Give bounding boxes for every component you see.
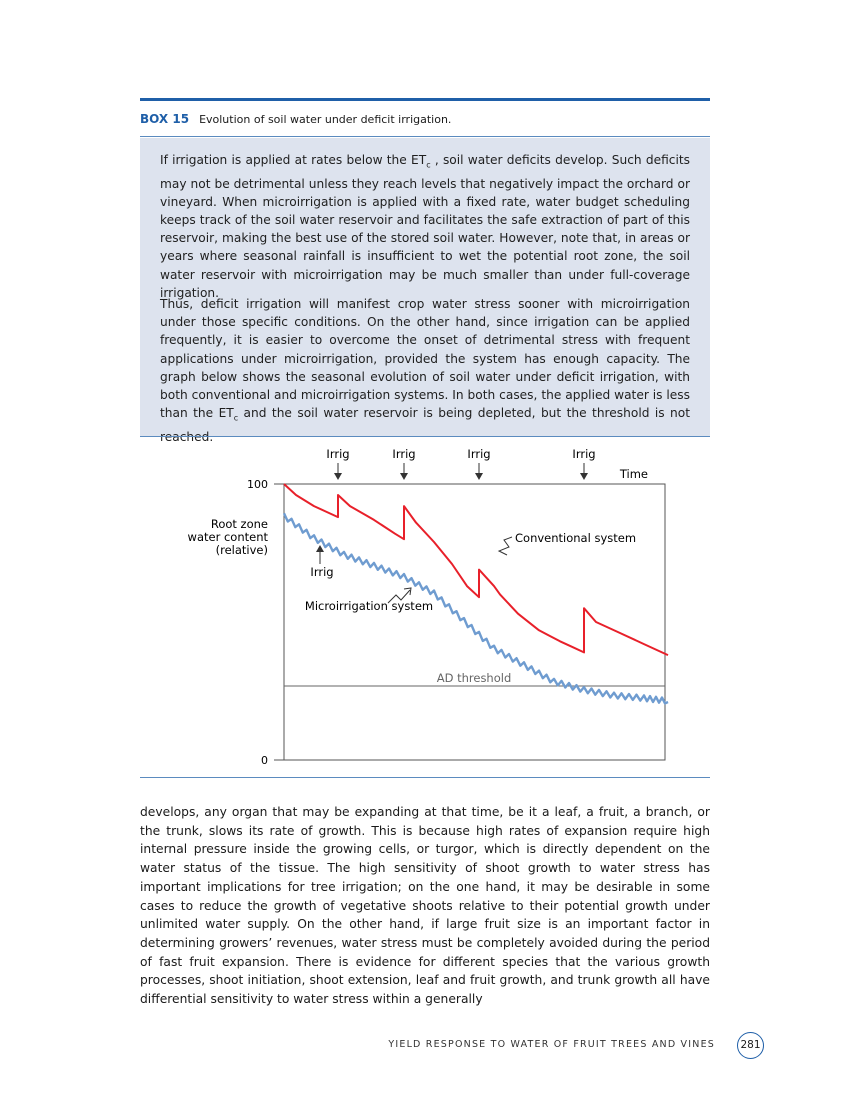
micro-pointer-arrowhead-icon [404, 588, 411, 595]
x-axis-label: Time [619, 467, 648, 481]
irrig-label: Irrig [572, 447, 596, 461]
irrig-arrowhead-icon [475, 473, 483, 480]
conventional-series-line [284, 484, 668, 655]
y-tick-label: 0 [261, 754, 268, 767]
conventional-pointer-icon [499, 537, 512, 555]
irrig-label: Irrig [326, 447, 350, 461]
irrigation-markers [326, 447, 595, 480]
box-bottom-rule [140, 777, 710, 778]
y-axis-label: water content [187, 530, 268, 544]
micro-series-label: Microirrigation system [304, 599, 434, 613]
y-axis-label: (relative) [215, 543, 268, 557]
irrig-label: Irrig [392, 447, 416, 461]
running-title: YIELD RESPONSE TO WATER OF FRUIT TREES AND VINES [388, 1039, 715, 1050]
irrig-label: Irrig [467, 447, 491, 461]
box-paragraph: Thus, deficit irrigation will manifest crop water stress sooner with microirrigation under those specific conditions. On the other hand, since irrigation can be applied frequently, it is easier to overcome the onset of detrimental stress with frequent applications under microirrigation, provided the system has enough capacity. The graph below shows the seasonal evolution of soil water under deficit irrigation, with both conventional and microirrigation systems. In both cases, the applied water is less than the $ET_c$ and the soil water reservoir is being depleted, but the threshold is not [160, 297, 690, 423]
y-axis-label: Root zone [210, 517, 268, 531]
ad-threshold-label: AD threshold [436, 671, 512, 685]
y-tick-label: 100 [247, 478, 268, 491]
conventional-series-label: Conventional system [515, 531, 637, 545]
page-number: 281 [737, 1032, 764, 1059]
box-paragraph: If irrigation is applied at rates below the $ET_c$ , soil water deficits develop. Such deficits may not be detrimental unless they reach levels that negatively impact the orchard or vineyard. When microirrigation is applied with a fixed rate, water budget scheduling keeps track of the soil water reservoir and facilitates the safe extraction of part of this reservoir, making the best use of the stored soil water. However, note that, in areas or years where seasonal rainfall is insufficient to wet the potential root zone, the soil water reservoir with microirrigation may be much smaller than under full-coverage irrigation. [160, 153, 690, 300]
irrig-arrowhead-icon [400, 473, 408, 480]
box-number: BOX 15 [140, 112, 190, 126]
irrig-arrowhead-icon [580, 473, 588, 480]
box-caption-text: Evolution of soil water under deficit irrigation. [199, 113, 452, 126]
body-paragraph: develops, any organ that may be expanding at that time, be it a leaf, a fruit, a branch, or the trunk, slows its rate of growth. This is because high rates of expansion require high internal pressure inside the growing cells, or turgor, which is directly dependent on the water status of the tissue. The high sensitivity of shoot growth to water stress has important implications for tree irrigation; on the one hand, it may be desirable in some cases to reduce the growth of vegetative shoots relative to their potential growth under unlimited water supply. On the other hand, if large fruit size is an important factor in determining growers’ revenues, water stress must be completely avoided during the period of fast fruit expansion. There is evidence for different species that the various growth processes, shoot initiation, shoot extension, leaf and fruit growth, and trunk growth all have differential sensitivity to water stress within a generally [140, 805, 710, 1007]
plot-frame [284, 484, 665, 760]
irrig-arrowhead-icon [334, 473, 342, 480]
micro-irrig-arrowhead-icon [316, 545, 324, 552]
micro-irrig-label: Irrig [310, 565, 334, 579]
